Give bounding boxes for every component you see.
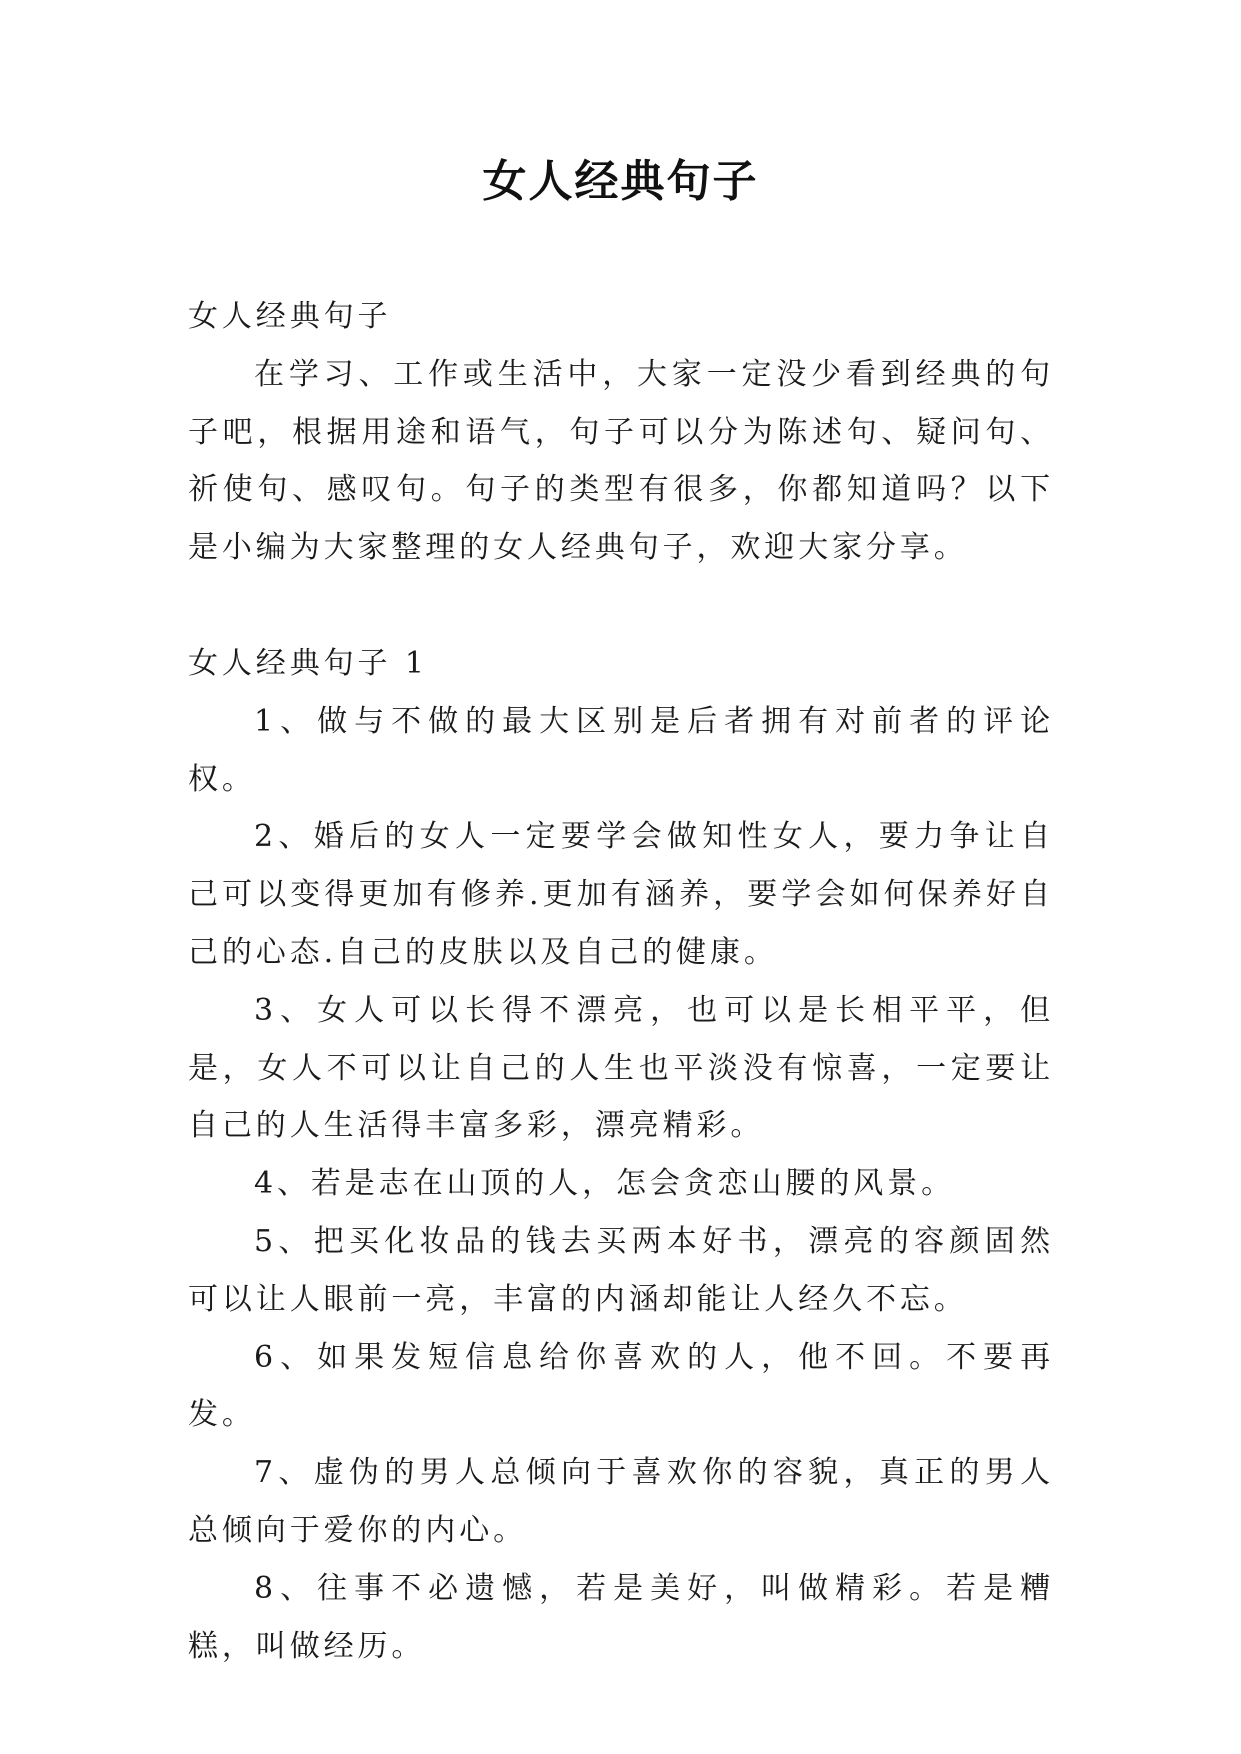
document-body	[188, 288, 1054, 1675]
sentence-item: 4、若是志在山顶的人，怎会贪恋山腰的风景。	[254, 1166, 955, 1202]
sentence-item: 6、如果发短信息给你喜欢的人，他不回。不要再发。	[188, 1339, 1054, 1433]
section-title: 女人经典句子 1	[188, 645, 428, 681]
sentence-item: 5、把买化妆品的钱去买两本好书，漂亮的容颜固然可以让人眼前一亮，丰富的内涵却能让人经久不忘。	[188, 1223, 1054, 1317]
document-heading: 女人经典句子	[188, 299, 392, 334]
sentence-item: 8、往事不必遗憾，若是美好，叫做精彩。若是糟糕，叫做经历。	[188, 1570, 1054, 1664]
sentence-item: 2、婚后的女人一定要学会做知性女人，要力争让自己可以变得更加有修养.更加有涵养，要学会如何保养好自己的心态.自己的皮肤以及自己的健康。	[188, 819, 1054, 970]
paragraph-spacer	[188, 577, 1054, 635]
sentence-item: 3、女人可以长得不漂亮，也可以是长相平平，但是，女人不可以让自己的人生也平淡没有惊喜，一定要让自己的人生活得丰富多彩，漂亮精彩。	[188, 992, 1054, 1144]
document-title: 女人经典句子	[482, 156, 759, 207]
intro-paragraph: 在学习、工作或生活中，大家一定没少看到经典的句子吧，根据用途和语气，句子可以分为陈述句、疑问句、祈使句、感叹句。句子的类型有很多，你都知道吗？以下是小编为大家整理的女人经典句子，欢迎大家分享。	[188, 356, 1054, 566]
sentence-item: 7、虚伪的男人总倾向于喜欢你的容貌，真正的男人总倾向于爱你的内心。	[188, 1455, 1054, 1548]
sentence-item: 1、做与不做的最大区别是后者拥有对前者的评论权。	[188, 703, 1054, 797]
